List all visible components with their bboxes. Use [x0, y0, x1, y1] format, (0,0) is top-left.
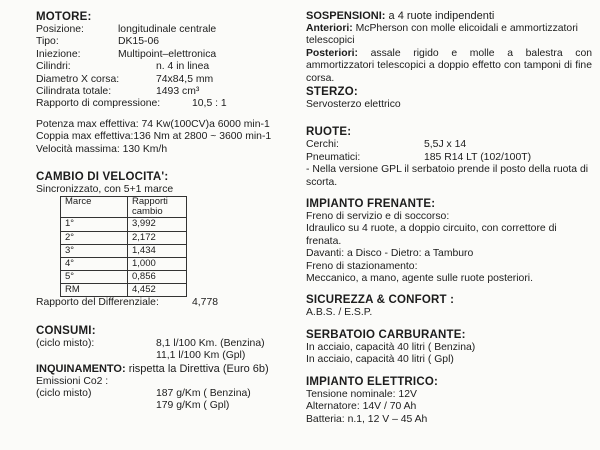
sterzo-text: Servosterzo elettrico [306, 99, 401, 111]
spec-value: longitudinale centrale [118, 24, 217, 35]
table-row [61, 231, 187, 244]
anteriori-desc: McPherson con molle elicoidali e ammortizzatori telescopici [306, 23, 578, 47]
consumi-heading: CONSUMI: [36, 324, 96, 337]
inquinamento-line [36, 363, 294, 376]
serbatoio-line: In acciaio, capacità 40 litri ( Benzina) [306, 341, 476, 353]
emissioni-value: 187 g/Km ( Benzina) [156, 388, 251, 400]
table-row [61, 284, 187, 297]
spacer [36, 111, 294, 119]
spec-row [36, 86, 294, 98]
spec-row [36, 36, 294, 48]
gear-cell: 1° [61, 218, 128, 231]
consumi-value: 11,1 l/100 Km (Gpl) [156, 350, 246, 362]
pneumatici-value: 185 R14 LT (102/100T) [424, 151, 532, 163]
sicurezza-text: A.B.S. / E.S.P. [306, 307, 373, 319]
emissioni-row [36, 388, 294, 400]
anteriori-text [306, 23, 592, 48]
spec-value: 74x84,5 mm [156, 73, 214, 85]
cerchi-value: 5,5J x 14 [424, 139, 467, 151]
posteriori-desc: assale rigido e molle a balestra con ammortizzatori telescopici a doppio effetto con tamponi di fine corsa. [306, 47, 592, 84]
frenante-line: Idraulico su 4 ruote, a doppio circuito, con correttore di frenata. [306, 223, 557, 247]
consumi-row [36, 350, 294, 362]
emissioni-label: Emissioni Co2 : [36, 375, 109, 387]
pneumatici-row [306, 152, 592, 164]
spec-key: Tipo: [36, 36, 59, 48]
spec-row [36, 61, 294, 73]
sicurezza-heading: SICUREZZA & CONFORT : [306, 294, 455, 307]
gear-cell: 4° [61, 257, 128, 270]
spec-key: Iniezione: [36, 48, 81, 60]
serbatoio-line: In acciaio, capacità 40 litri ( Gpl) [306, 354, 454, 366]
cerchi-row [306, 139, 592, 151]
gear-cell: 3° [61, 244, 128, 257]
pneumatici-label: Pneumatici: [306, 151, 361, 163]
sospensioni-line [306, 10, 592, 23]
inquinamento-text: rispetta la Direttiva (Euro 6b) [125, 362, 269, 375]
spacer [306, 320, 592, 328]
right-column [306, 10, 592, 426]
gear-table [60, 196, 187, 297]
spec-value: Multipoint–elettronica [118, 48, 217, 60]
gear-cell: RM [61, 284, 128, 297]
table-row [61, 244, 187, 257]
elettrico-line: Tensione nominale: 12V [306, 388, 417, 400]
spec-row [36, 24, 294, 36]
anteriori-label: Anteriori: [306, 23, 353, 34]
diff-label: Rapporto del Differenziale: [36, 297, 159, 309]
frenante-heading: IMPIANTO FRENANTE: [306, 198, 436, 211]
gpl-note: - Nella versione GPL il serbatoio prende il posto della ruota di scorta. [306, 164, 589, 188]
frenante-line: Meccanico, a mano, agente sulle ruote posteriori. [306, 273, 533, 285]
spacer [36, 156, 294, 170]
spec-key: Cilindri: [36, 61, 71, 73]
table-row [61, 218, 187, 231]
consumi-row [36, 338, 294, 350]
frenante-line: Freno di servizio e di soccorso: [306, 211, 450, 223]
inquinamento-heading: INQUINAMENTO: [36, 362, 126, 375]
perf-line: Velocità massima: 130 Km/h [36, 143, 168, 155]
spec-value: DK15-06 [118, 36, 160, 48]
spacer [306, 189, 592, 197]
ratio-cell: 4,452 [128, 284, 187, 297]
motore-heading: MOTORE: [36, 11, 92, 23]
table-row [61, 257, 187, 270]
emissioni-value: 179 g/Km ( Gpl) [156, 400, 230, 412]
ratio-cell: 1,434 [128, 244, 187, 257]
gear-cell: 2° [61, 231, 128, 244]
posteriori-label: Posteriori: [306, 47, 358, 59]
spec-row [36, 74, 294, 86]
diff-row [36, 297, 294, 309]
ruote-heading: RUOTE: [306, 126, 352, 139]
spacer [306, 367, 592, 375]
spec-key: Rapporto di compressione: [36, 98, 161, 110]
ratio-cell: 2,172 [128, 231, 187, 244]
table-row [61, 271, 187, 284]
spec-value: 10,5 : 1 [192, 98, 227, 110]
spec-key: Posizione: [36, 24, 84, 35]
spacer [306, 111, 592, 125]
spec-row [36, 49, 294, 61]
spec-value: n. 4 in linea [156, 61, 210, 73]
perf-line: Potenza max effettiva: 74 Kw(100CV)a 6000 min-1 [36, 118, 270, 130]
sospensioni-tail: a 4 ruote indipendenti [385, 10, 495, 22]
sterzo-heading: STERZO: [306, 86, 358, 99]
spec-key: Diametro X corsa: [36, 73, 120, 85]
cambio-sub: Sincronizzato, con 5+1 marce [36, 183, 174, 195]
elettrico-line: Alternatore: 14V / 70 Ah [306, 401, 417, 413]
spacer [36, 310, 294, 324]
sospensioni-heading: SOSPENSIONI: [306, 10, 386, 22]
spacer [306, 285, 592, 293]
cambio-heading: CAMBIO DI VELOCITA': [36, 170, 169, 183]
perf-line: Coppia max effettiva:136 Nm at 2800 ~ 3600 min-1 [36, 131, 272, 143]
left-column [36, 10, 294, 413]
consumi-label: (ciclo misto): [36, 337, 95, 349]
diff-value: 4,778 [192, 297, 219, 309]
col-rapporti: Rapporti cambio [128, 197, 187, 218]
posteriori-text [306, 48, 592, 85]
elettrico-heading: IMPIANTO ELETTRICO: [306, 375, 439, 388]
consumi-value: 8,1 l/100 Km. (Benzina) [156, 337, 265, 349]
serbatoio-heading: SERBATOIO CARBURANTE: [306, 328, 466, 341]
col-marce: Marce [61, 197, 128, 218]
frenante-line: Davanti: a Disco - Dietro: a Tamburo [306, 248, 474, 260]
table-header-row [61, 197, 187, 218]
frenante-line: Freno di stazionamento: [306, 260, 418, 272]
spec-value: 1493 cm³ [156, 85, 200, 97]
emissioni-cycle: (ciclo misto) [36, 388, 92, 400]
ratio-cell: 0,856 [128, 271, 187, 284]
ratio-cell: 3,992 [128, 218, 187, 231]
ratio-cell: 1,000 [128, 257, 187, 270]
spec-row [36, 98, 294, 110]
gear-cell: 5° [61, 271, 128, 284]
cerchi-label: Cerchi: [306, 139, 339, 151]
spec-key: Cilindrata totale: [36, 85, 112, 97]
emissioni-row [36, 400, 294, 412]
elettrico-line: Batteria: n.1, 12 V – 45 Ah [306, 413, 428, 425]
